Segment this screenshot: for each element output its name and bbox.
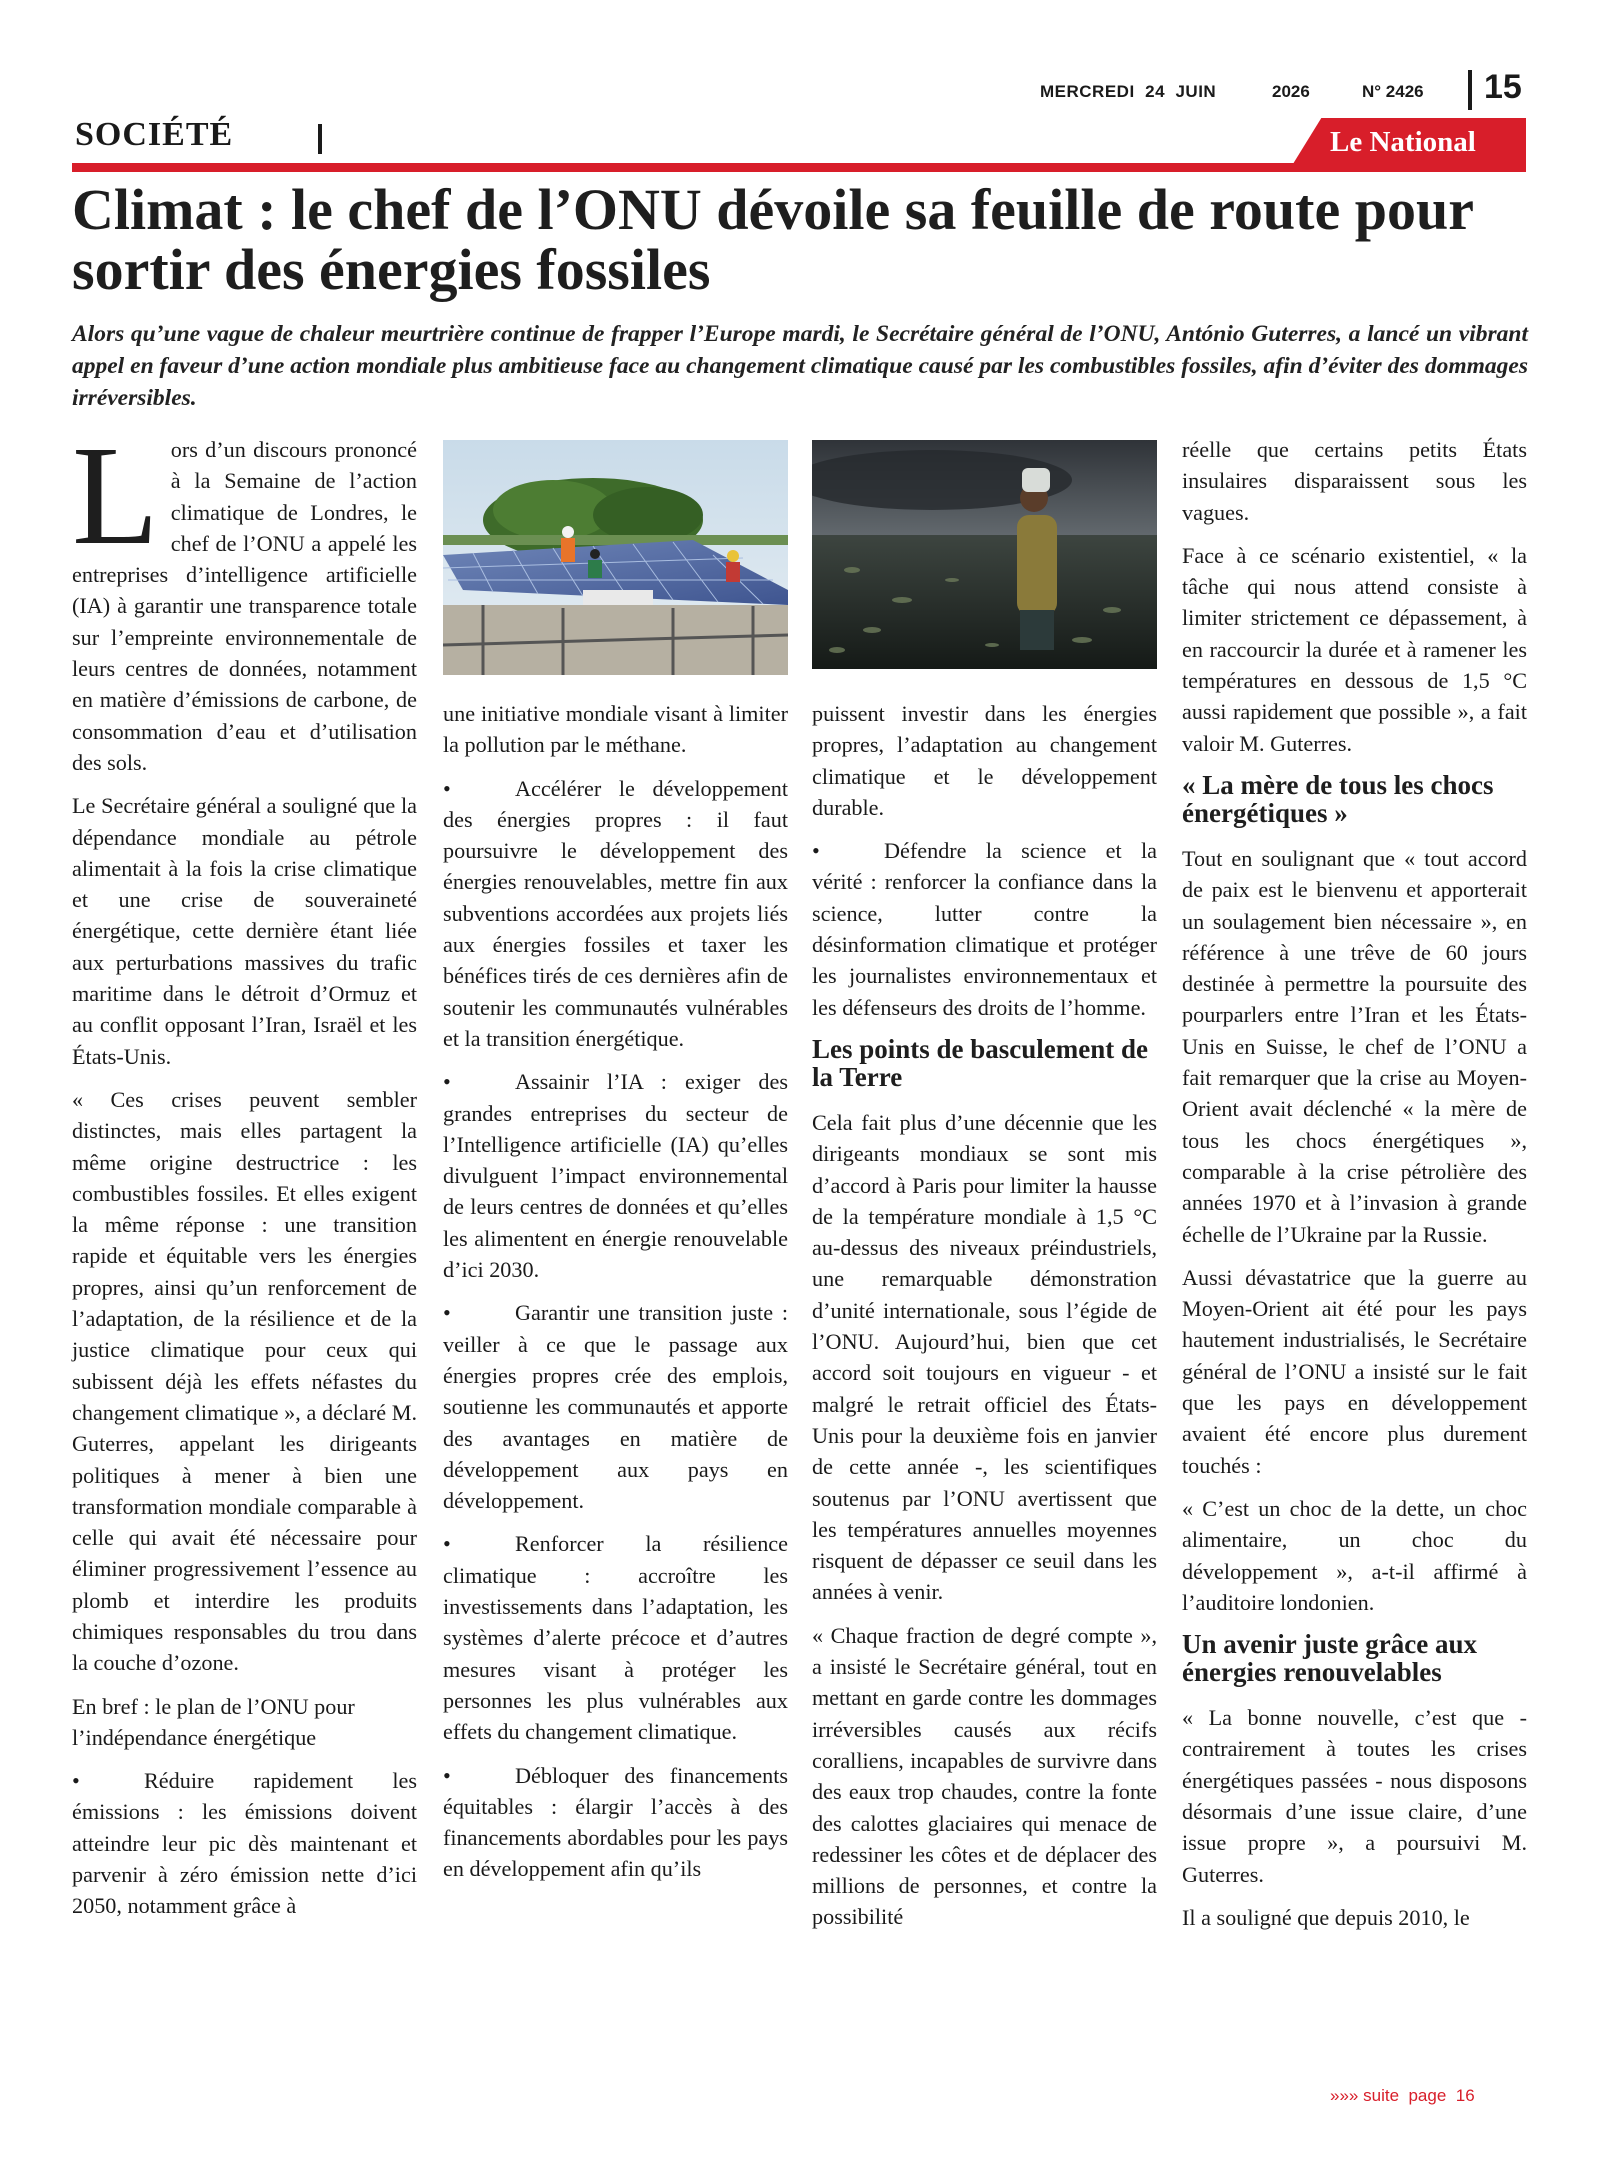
subheading: Les points de basculement de la Terre: [812, 1033, 1149, 1092]
continuation-page: 16: [1455, 2086, 1475, 2105]
paragraph: « Ces crises peuvent sembler distinctes, mais elles partagent la même origine destructrice : les combustibles fossiles. Et elles exigent la même réponse : une transition rapide et équitable vers les énergies propres, ainsi qu’un renforcement de l’adaptation, de la résilience et de la justice climatique pour ceux qui subissent déjà les effets néfastes du changement climatique », a déclaré M. Guterres, appelant les dirigeants politiques à mener à bien une transformation mondiale comparable à celle qui avait été nécessaire pour éliminer progressivement l’essence au plomb et interdire les produits chimiques responsables du trou dans la couche d’ozone.: [72, 1086, 417, 1676]
solar-panels-photo: [443, 440, 788, 675]
bullet-text: Défendre la science et la vérité : renforcer la confiance dans la science, lutter contre la désinformation climatique et protéger les journalistes environnementaux et les défenseurs des droits de l’homme.: [812, 838, 1157, 1020]
issue-date: MERCREDI 24 JUIN: [1040, 82, 1217, 101]
paragraph: puissent investir dans les énergies propres, l’adaptation au changement climatique et le développement durable.: [812, 701, 1157, 820]
paragraph: réelle que certains petits États insulaires disparaissent sous les vagues.: [1182, 437, 1527, 525]
bullet-item: [443, 773, 788, 1055]
paragraph: Tout en soulignant que « tout accord de paix est le bienvenu et apporterait un soulagement bien nécessaire », en référence à une trêve de 60 jours destinée à permettre la poursuite des pourparlers entre l’Iran et les États-Unis en Suisse, le chef de l’ONU a fait remarquer que la crise au Moyen-Orient avait déclenché « la mère de tous les chocs énergétiques », comparable à la crise pétrolière des années 1970 et à l’invasion à grande échelle de l’Ukraine par la Russie.: [1182, 845, 1527, 1247]
paragraph: « La bonne nouvelle, c’est que - contrairement à toutes les crises énergétiques passées - nous disposons désormais d’une issue claire, d’une issue propre », a poursuivi M. Guterres.: [1182, 1705, 1527, 1887]
bullet-icon: •: [812, 838, 820, 864]
bullet-item: [72, 1765, 417, 1921]
issue-year: 2026: [1272, 82, 1310, 101]
bullet-item: [443, 1528, 788, 1747]
paragraph: Face à ce scénario existentiel, « la tâche qui nous attend consiste à limiter strictement ce dépassement, à en raccourcir la durée et à ramener les températures en dessous de 1,5 °C aussi rapidement que possible », a fait valoir M. Guterres.: [1182, 542, 1527, 756]
bullet-icon: •: [72, 1768, 80, 1794]
bullet-text: Renforcer la résilience climatique : accroître les investissements dans l’adaptation, les systèmes d’alerte précoce et d’autres mesures visant à protéger les personnes les plus vulnérables aux effets du changement climatique.: [443, 1531, 788, 1745]
paragraph: Il a souligné que depuis 2010, le: [1182, 1904, 1470, 1930]
section-title: SOCIÉTÉ: [75, 116, 234, 153]
subheading: « La mère de tous les chocs énergétiques »: [1182, 769, 1494, 828]
bullet-icon: •: [443, 1069, 451, 1095]
bullet-icon: •: [443, 1300, 451, 1326]
bullet-text: Garantir une transition juste : veiller à ce que le passage aux énergies propres crée des emplois, soutienne les communautés et apporte des avantages en matière de développement aux pays en développement.: [443, 1300, 788, 1514]
paragraph: Cela fait plus d’une décennie que les dirigeants mondiaux se sont mis d’accord à Paris pour limiter la hausse de la température mondiale à 1,5 °C au-dessus des niveaux préindustriels, une remarquable démonstration d’unité internationale, sous l’égide de l’ONU. Aujourd’hui, bien que cet accord soit toujours en vigueur - et malgré le retrait officiel des États-Unis pour la deuxième fois en janvier de cette année -, les scientifiques soutenus par l’ONU avertissent que les températures annuelles moyennes risquent de dépasser ce seuil dans les années à venir.: [812, 1109, 1157, 1605]
bullet-icon: •: [443, 1531, 451, 1557]
article-title: Climat : le chef de l’ONU dévoile sa feuille de route pour sortir des énergies fossiles: [72, 177, 1473, 302]
paragraph-text: ors d’un discours prononcé à la Semaine de l’action climatique de Londres, le chef de l’ONU a appelé les entreprises d’intelligence artificielle (IA) à garantir une transparence totale sur l’empreinte environnementale de leurs centres de données, notamment en matière d’émissions de carbone, de consommation d’eau et d’utilisation des sols.: [72, 437, 417, 775]
arrow-icon: »»»: [1330, 2086, 1359, 2105]
bullet-text: Accélérer le développement des énergies propres : il faut poursuivre le développement des énergies renouvelables, mettre fin aux subventions accordées aux projets liés aux énergies fossiles et taxer les bénéfices tirés de ces dernières afin de soutenir les communautés vulnérables et la transition énergétique.: [443, 775, 788, 1051]
flooded-field-photo: [812, 440, 1157, 669]
bullet-item: [443, 1760, 788, 1885]
continuation-label: suite page: [1363, 2086, 1447, 2105]
paragraph: Le Secrétaire général a souligné que la dépendance mondiale au pétrole alimentait à la fois la crise climatique et une crise de souveraineté énergétique, cette dernière étant liée aux perturbations massives du trafic maritime dans le détroit d’Ormuz et au conflit opposant l’Iran, Israël et les États-Unis.: [72, 793, 417, 1069]
page-number: 15: [1484, 68, 1522, 106]
paragraph: Aussi dévastatrice que la guerre au Moyen-Orient ait été pour les pays hautement industrialisés, le Secrétaire général de l’ONU a insisté sur le fait que les pays en développement avaient été encore plus durement touchés :: [1182, 1264, 1527, 1478]
bullet-item: [443, 1297, 788, 1516]
bullet-icon: •: [443, 775, 451, 801]
column-1: [72, 416, 417, 1934]
bullet-item: [812, 835, 1157, 1023]
header-divider: [1468, 70, 1472, 110]
drop-cap: L: [72, 416, 159, 574]
section-divider: [318, 124, 322, 154]
paragraph: « Chaque fraction de degré compte », a insisté le Secrétaire général, tout en mettant en garde contre les dommages irréversibles causés aux récifs coralliens, incapables de survivre dans des eaux trop chaudes, contre la fonte des calottes glaciaires qui menace de redessiner les côtes et de déplacer des millions de personnes, et contre la possibilité: [812, 1622, 1157, 1930]
bullet-text: Réduire rapidement les émissions : les émissions doivent atteindre leur pic dès maintenant et parvenir à zéro émission nette d’ici 2050, notamment grâce à: [72, 1768, 417, 1919]
column-3: [812, 698, 1157, 1945]
article-lede: Alors qu’une vague de chaleur meurtrière continue de frapper l’Europe mardi, le Secrétaire général de l’ONU, António Guterres, a lancé un vibrant appel en faveur d’une action mondiale plus ambitieuse face au changement climatique causé par les combustibles fossiles, afin d’éviter des dommages irréversibles.: [72, 321, 1528, 411]
paragraph: « C’est un choc de la dette, un choc alimentaire, un choc du développement », a-t-il affirmé à l’auditoire londonien.: [1182, 1495, 1527, 1615]
continuation-link[interactable]: [1330, 2086, 1475, 2106]
issue-number: N° 2426: [1362, 82, 1424, 101]
bullet-icon: •: [443, 1762, 451, 1788]
bullet-text: Assainir l’IA : exiger des grandes entreprises du secteur de l’Intelligence artificielle (IA) qu’elles divulguent l’impact environnemental de leurs centres de données et qu’elles les alimentent en énergie renouvelable d’ici 2030.: [443, 1069, 788, 1283]
paragraph: En bref : le plan de l’ONU pour l’indépendance énergétique: [72, 1693, 355, 1750]
column-4: [1182, 434, 1527, 1945]
brand-name: Le National: [1330, 126, 1476, 158]
paragraph: une initiative mondiale visant à limiter la pollution par le méthane.: [443, 701, 788, 758]
bullet-item: [443, 1066, 788, 1285]
subheading: Un avenir juste grâce aux énergies renouvelables: [1182, 1629, 1477, 1688]
bullet-text: Débloquer des financements équitables : élargir l’accès à des financements abordables pour les pays en développement afin qu’ils: [443, 1762, 788, 1882]
paragraph: [72, 416, 417, 778]
column-2: [443, 698, 788, 1897]
